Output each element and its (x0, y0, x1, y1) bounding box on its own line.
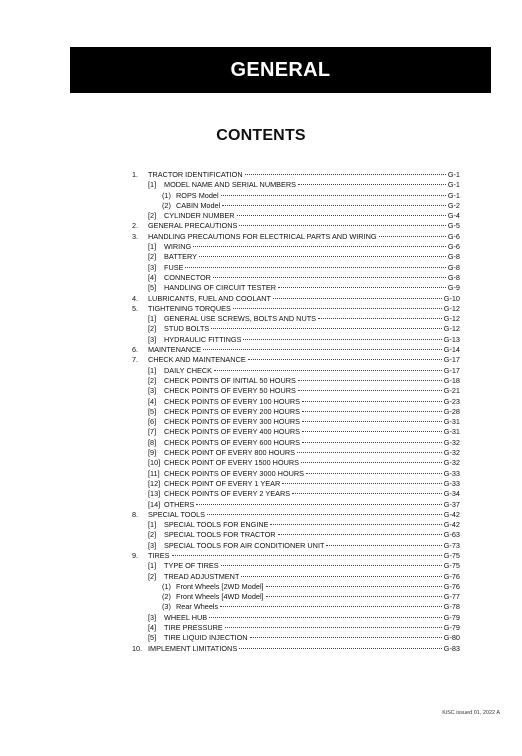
toc-page-number: G-79 (443, 623, 460, 633)
toc-page-number: G-8 (447, 272, 460, 282)
toc-entry-title: CHECK POINTS OF EVERY 300 HOURS (164, 417, 300, 427)
toc-page-number: G-17 (443, 365, 460, 375)
toc-entry[interactable] (132, 211, 460, 221)
toc-page-number: G-79 (443, 612, 460, 622)
toc-dot-leader (326, 545, 441, 546)
toc-entry-number: [3] (148, 386, 157, 396)
toc-entry-title: DAILY CHECK (164, 365, 212, 375)
toc-entry[interactable] (132, 458, 460, 468)
toc-dot-leader (273, 298, 442, 299)
toc-entry-title: TYPE OF TIRES (164, 561, 219, 571)
toc-dot-leader (250, 637, 442, 638)
toc-entry-title: Front Wheels [4WD Model] (176, 592, 264, 602)
toc-page-number: G-1 (447, 190, 460, 200)
toc-page-number: G-83 (443, 643, 460, 653)
toc-entry-number: (3) (162, 602, 171, 612)
toc-entry-number: [4] (148, 396, 157, 406)
toc-entry[interactable] (132, 314, 460, 324)
toc-entry[interactable] (132, 644, 460, 654)
toc-dot-leader (193, 246, 446, 247)
toc-entry-number: [3] (148, 612, 157, 622)
toc-entry-number: [13] (148, 489, 161, 499)
toc-entry-number: 9. (132, 550, 139, 560)
toc-entry-title: FUSE (164, 262, 184, 272)
toc-entry-title: TIGHTENING TORQUES (148, 303, 231, 313)
toc-entry[interactable] (132, 324, 460, 334)
toc-entry[interactable] (132, 397, 460, 407)
toc-entry-number: [1] (148, 520, 157, 530)
toc-entry-title: CHECK POINTS OF EVERY 50 HOURS (164, 386, 296, 396)
toc-page-number: G-10 (443, 293, 460, 303)
toc-entry-title: CYLINDER NUMBER (164, 211, 235, 221)
section-title: GENERAL (230, 58, 331, 81)
toc-entry-number: (2) (162, 592, 171, 602)
toc-entry-number: [1] (148, 242, 157, 252)
toc-page-number: G-13 (443, 334, 460, 344)
toc-page-number: G-2 (447, 200, 460, 210)
toc-entry[interactable] (132, 500, 460, 510)
toc-dot-leader (243, 339, 441, 340)
toc-dot-leader (241, 576, 441, 577)
toc-entry-number: [10] (148, 458, 161, 468)
toc-dot-leader (237, 215, 446, 216)
toc-page-number: G-34 (443, 489, 460, 499)
toc-entry[interactable] (132, 201, 460, 211)
toc-page-number: G-32 (443, 437, 460, 447)
toc-entry-title: CONNECTOR (164, 272, 211, 282)
toc-entry-number: [3] (148, 334, 157, 344)
toc-entry[interactable] (132, 376, 460, 386)
toc-entry-title: MODEL NAME AND SERIAL NUMBERS (164, 180, 297, 190)
toc-entry-number: [2] (148, 252, 157, 262)
toc-page-number: G-73 (443, 540, 460, 550)
toc-dot-leader (233, 308, 442, 309)
toc-page-number: G-77 (443, 592, 460, 602)
toc-page-number: G-37 (443, 499, 460, 509)
toc-entry-title: HANDLING OF CIRCUIT TESTER (164, 283, 277, 293)
toc-entry-title: SPECIAL TOOLS (148, 509, 206, 519)
toc-entry-title: ROPS Model (176, 190, 219, 200)
toc-dot-leader (302, 431, 442, 432)
toc-entry[interactable] (132, 221, 460, 231)
toc-entry-number: [4] (148, 623, 157, 633)
toc-entry[interactable] (132, 510, 460, 520)
toc-dot-leader (306, 473, 442, 474)
toc-entry[interactable] (132, 283, 460, 293)
toc-entry-title: TREAD ADJUSTMENT (164, 571, 240, 581)
toc-dot-leader (298, 390, 442, 391)
toc-entry-title: CHECK POINTS OF EVERY 2 YEARS (164, 489, 291, 499)
toc-entry-number: [2] (148, 530, 157, 540)
toc-dot-leader (221, 195, 446, 196)
toc-entry[interactable] (132, 448, 460, 458)
toc-dot-leader (297, 452, 442, 453)
toc-dot-leader (248, 359, 442, 360)
toc-dot-leader (185, 267, 445, 268)
toc-entry-number: [1] (148, 180, 157, 190)
toc-entry[interactable] (132, 366, 460, 376)
contents-heading: CONTENTS (216, 127, 306, 144)
toc-dot-leader (245, 174, 446, 175)
toc-dot-leader (302, 401, 442, 402)
toc-entry[interactable] (132, 355, 460, 365)
toc-page-number: G-31 (443, 427, 460, 437)
toc-entry-number: [2] (148, 211, 157, 221)
toc-entry[interactable] (132, 602, 460, 612)
toc-page-number: G-6 (447, 231, 460, 241)
toc-page-number: G-75 (443, 561, 460, 571)
toc-page-number: G-31 (443, 417, 460, 427)
toc-dot-leader (214, 370, 442, 371)
toc-entry-title: TIRES (148, 550, 170, 560)
toc-entry[interactable] (132, 479, 460, 489)
toc-entry-title: MAINTENANCE (148, 345, 202, 355)
toc-dot-leader (379, 236, 446, 237)
toc-dot-leader (239, 225, 445, 226)
toc-entry[interactable] (132, 551, 460, 561)
toc-entry[interactable] (132, 520, 460, 530)
toc-dot-leader (220, 606, 442, 607)
toc-entry-number: [6] (148, 417, 157, 427)
toc-entry-title: SPECIAL TOOLS FOR ENGINE (164, 520, 269, 530)
toc-entry-title: IMPLEMENT LIMITATIONS (148, 643, 238, 653)
toc-dot-leader (266, 596, 442, 597)
toc-entry-number: [5] (148, 633, 157, 643)
toc-page-number: G-80 (443, 633, 460, 643)
toc-entry[interactable] (132, 232, 460, 242)
toc-dot-leader (298, 380, 442, 381)
toc-dot-leader (302, 411, 442, 412)
toc-entry-number: (2) (162, 200, 171, 210)
toc-page-number: G-8 (447, 262, 460, 272)
toc-page-number: G-9 (447, 283, 460, 293)
toc-entry[interactable] (132, 294, 460, 304)
toc-entry-title: CHECK POINT OF EVERY 800 HOURS (164, 448, 295, 458)
toc-entry-title: STUD BOLTS (164, 324, 210, 334)
toc-entry-number: [1] (148, 314, 157, 324)
toc-page-number: G-75 (443, 550, 460, 560)
toc-dot-leader (302, 421, 442, 422)
toc-page-number: G-6 (447, 242, 460, 252)
toc-page-number: G-12 (443, 303, 460, 313)
toc-entry-title: CHECK AND MAINTENANCE (148, 355, 246, 365)
toc-dot-leader (203, 349, 442, 350)
toc-dot-leader (172, 555, 442, 556)
toc-entry-number: [7] (148, 427, 157, 437)
toc-entry-title: CHECK POINT OF EVERY 1500 HOURS (164, 458, 300, 468)
toc-page-number: G-12 (443, 324, 460, 334)
toc-entry-number: [3] (148, 540, 157, 550)
toc-entry-title: GENERAL USE SCREWS, BOLTS AND NUTS (164, 314, 317, 324)
toc-entry-title: LUBRICANTS, FUEL AND COOLANT (148, 293, 271, 303)
toc-entry[interactable] (132, 427, 460, 437)
toc-entry[interactable] (132, 263, 460, 273)
toc-entry-number: (1) (162, 190, 171, 200)
toc-entry-title: CHECK POINTS OF EVERY 200 HOURS (164, 406, 300, 416)
issue-footer: KiSC issued 01, 2022 A (442, 710, 500, 716)
toc-entry[interactable] (132, 417, 460, 427)
toc-dot-leader (302, 442, 442, 443)
toc-entry-number: 1. (132, 170, 139, 179)
toc-dot-leader (207, 514, 442, 515)
toc-entry-number: [2] (148, 571, 157, 581)
toc-page-number: G-4 (447, 211, 460, 221)
toc-entry[interactable] (132, 242, 460, 252)
toc-entry-number: 3. (132, 231, 139, 241)
toc-entry-number: (1) (162, 581, 171, 591)
toc-entry[interactable] (132, 530, 460, 540)
toc-entry-title: CHECK POINTS OF EVERY 100 HOURS (164, 396, 300, 406)
toc-page-number: G-23 (443, 396, 460, 406)
toc-entry[interactable] (132, 191, 460, 201)
toc-page-number: G-8 (447, 252, 460, 262)
toc-entry-title: TRACTOR IDENTIFICATION (148, 170, 243, 179)
toc-page-number: G-17 (443, 355, 460, 365)
toc-entry-title: CABIN Model (176, 200, 221, 210)
toc-dot-leader (199, 256, 446, 257)
toc-page-number: G-76 (443, 581, 460, 591)
toc-dot-leader (196, 504, 441, 505)
toc-page-number: G-42 (443, 520, 460, 530)
toc-entry[interactable] (132, 273, 460, 283)
toc-dot-leader (282, 483, 442, 484)
toc-dot-leader (298, 184, 446, 185)
toc-entry-title: CHECK POINTS OF INITIAL 50 HOURS (164, 375, 296, 385)
toc-entry-number: 4. (132, 293, 139, 303)
section-title-banner (70, 47, 491, 93)
toc-entry-title: CHECK POINTS OF EVERY 3000 HOURS (164, 468, 305, 478)
toc-entry-number: [14] (148, 499, 161, 509)
toc-dot-leader (278, 534, 442, 535)
toc-dot-leader (209, 617, 442, 618)
toc-entry[interactable] (132, 335, 460, 345)
toc-entry-number: [2] (148, 375, 157, 385)
toc-entry[interactable] (132, 572, 460, 582)
toc-entry-number: [1] (148, 365, 157, 375)
toc-entry[interactable] (132, 613, 460, 623)
toc-entry[interactable] (132, 561, 460, 571)
toc-entry-number: 2. (132, 221, 139, 231)
toc-entry-title: CHECK POINTS OF EVERY 600 HOURS (164, 437, 300, 447)
toc-entry-number: [5] (148, 283, 157, 293)
toc-page-number: G-33 (443, 468, 460, 478)
toc-page-number: G-63 (443, 530, 460, 540)
toc-entry-number: [8] (148, 437, 157, 447)
toc-entry[interactable] (132, 541, 460, 551)
toc-dot-leader (239, 648, 442, 649)
toc-entry-number: 5. (132, 303, 139, 313)
toc-entry[interactable] (132, 304, 460, 314)
toc-entry-title: TIRE LIQUID INJECTION (164, 633, 248, 643)
toc-entry[interactable] (132, 386, 460, 396)
toc-entry-number: [3] (148, 262, 157, 272)
toc-entry-title: OTHERS (164, 499, 195, 509)
toc-entry[interactable] (132, 345, 460, 355)
toc-entry-title: Rear Wheels (176, 602, 219, 612)
toc-page-number: G-1 (447, 170, 460, 179)
toc-dot-leader (225, 627, 442, 628)
toc-dot-leader (213, 277, 446, 278)
toc-entry-number: 8. (132, 509, 139, 519)
toc-entry-title: GENERAL PRECAUTIONS (148, 221, 238, 231)
toc-entry[interactable] (132, 489, 460, 499)
toc-dot-leader (211, 328, 441, 329)
toc-page-number: G-1 (447, 180, 460, 190)
table-of-contents (132, 170, 460, 654)
toc-entry-number: [9] (148, 448, 157, 458)
toc-dot-leader (318, 318, 442, 319)
toc-dot-leader (266, 586, 442, 587)
toc-entry-number: [5] (148, 406, 157, 416)
toc-entry-number: [1] (148, 561, 157, 571)
toc-dot-leader (222, 205, 446, 206)
toc-page-number: G-32 (443, 458, 460, 468)
toc-page-number: G-32 (443, 448, 460, 458)
toc-page-number: G-12 (443, 314, 460, 324)
toc-entry-title: HANDLING PRECAUTIONS FOR ELECTRICAL PARTS AND WIRING (148, 231, 377, 241)
toc-entry[interactable] (132, 170, 460, 180)
toc-entry[interactable] (132, 407, 460, 417)
toc-entry-number: [2] (148, 324, 157, 334)
toc-entry[interactable] (132, 623, 460, 633)
toc-entry-number: 7. (132, 355, 139, 365)
toc-entry-number: [4] (148, 272, 157, 282)
toc-dot-leader (301, 462, 442, 463)
toc-entry-title: SPECIAL TOOLS FOR TRACTOR (164, 530, 276, 540)
toc-entry[interactable] (132, 180, 460, 190)
toc-entry[interactable] (132, 633, 460, 643)
toc-entry-number: 10. (132, 643, 143, 653)
toc-page-number: G-21 (443, 386, 460, 396)
toc-entry[interactable] (132, 438, 460, 448)
toc-entry-title: WIRING (164, 242, 192, 252)
toc-page-number: G-5 (447, 221, 460, 231)
toc-entry-title: BATTERY (164, 252, 197, 262)
toc-entry-number: 6. (132, 345, 139, 355)
toc-entry-title: CHECK POINTS OF EVERY 400 HOURS (164, 427, 300, 437)
toc-dot-leader (292, 493, 442, 494)
toc-page-number: G-28 (443, 406, 460, 416)
toc-entry-number: [12] (148, 478, 161, 488)
toc-entry-title: SPECIAL TOOLS FOR AIR CONDITIONER UNIT (164, 540, 325, 550)
toc-dot-leader (270, 524, 441, 525)
toc-entry[interactable] (132, 582, 460, 592)
toc-entry-number: [11] (148, 468, 160, 478)
toc-entry-title: WHEEL HUB (164, 612, 208, 622)
toc-page-number: G-18 (443, 375, 460, 385)
toc-entry-title: CHECK POINT OF EVERY 1 YEAR (164, 478, 281, 488)
toc-entry-title: Front Wheels [2WD Model] (176, 581, 264, 591)
toc-entry[interactable] (132, 469, 460, 479)
toc-page-number: G-78 (443, 602, 460, 612)
toc-dot-leader (278, 287, 446, 288)
toc-page-number: G-76 (443, 571, 460, 581)
toc-entry[interactable] (132, 592, 460, 602)
toc-page-number: G-33 (443, 478, 460, 488)
toc-entry-title: TIRE PRESSURE (164, 623, 223, 633)
toc-entry-title: HYDRAULIC FITTINGS (164, 334, 242, 344)
toc-dot-leader (221, 565, 442, 566)
toc-page-number: G-14 (443, 345, 460, 355)
toc-page-number: G-42 (443, 509, 460, 519)
toc-entry[interactable] (132, 252, 460, 262)
